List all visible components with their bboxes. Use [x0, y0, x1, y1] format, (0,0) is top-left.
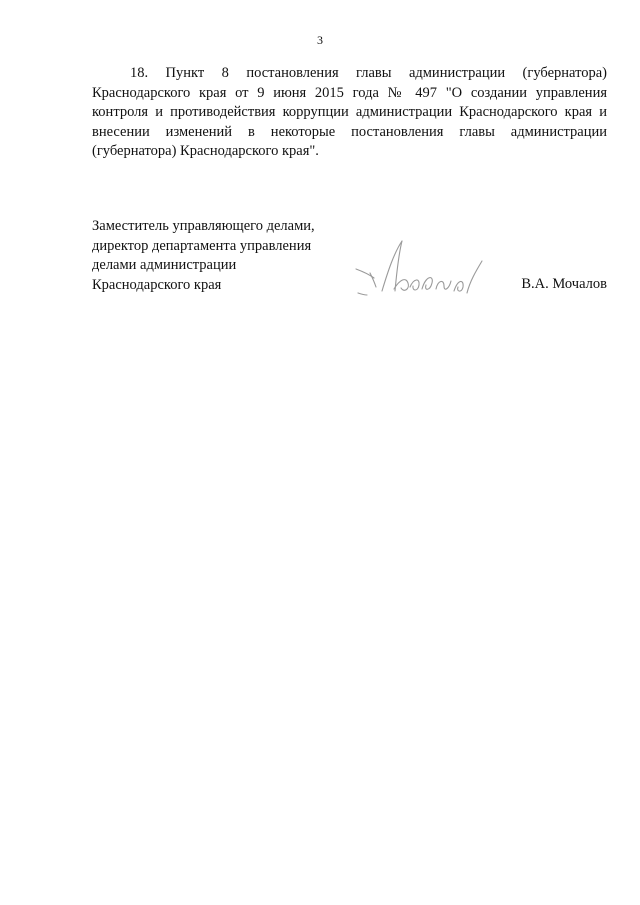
handwritten-signature	[350, 231, 490, 301]
paragraph-item-18	[92, 64, 607, 162]
signatory-name: В.А. Мочалов	[521, 276, 607, 292]
paragraph-line: (губернатора) Краснодарского края".	[92, 143, 319, 159]
signatory-position-line: директор департамента управления	[92, 237, 312, 254]
signatory-position	[92, 217, 315, 295]
paragraph-line: 18. Пункт 8 постановления главы администрации (губернатора)	[130, 65, 607, 81]
paragraph-line: внесении изменений в некоторые постановления главы администрации	[92, 123, 607, 140]
signatory-position-line: делами администрации	[92, 257, 237, 273]
signatory-position-line: Краснодарского края	[92, 276, 222, 293]
signatory-position-line: Заместитель управляющего делами,	[92, 218, 315, 234]
page-number: 3	[317, 33, 323, 47]
paragraph-line: контроля и противодействия коррупции администрации Краснодарского края и	[92, 104, 607, 120]
signature-block	[92, 217, 607, 297]
paragraph-line: Краснодарского края от 9 июня 2015 года № 497 "О создании управления	[92, 84, 607, 101]
